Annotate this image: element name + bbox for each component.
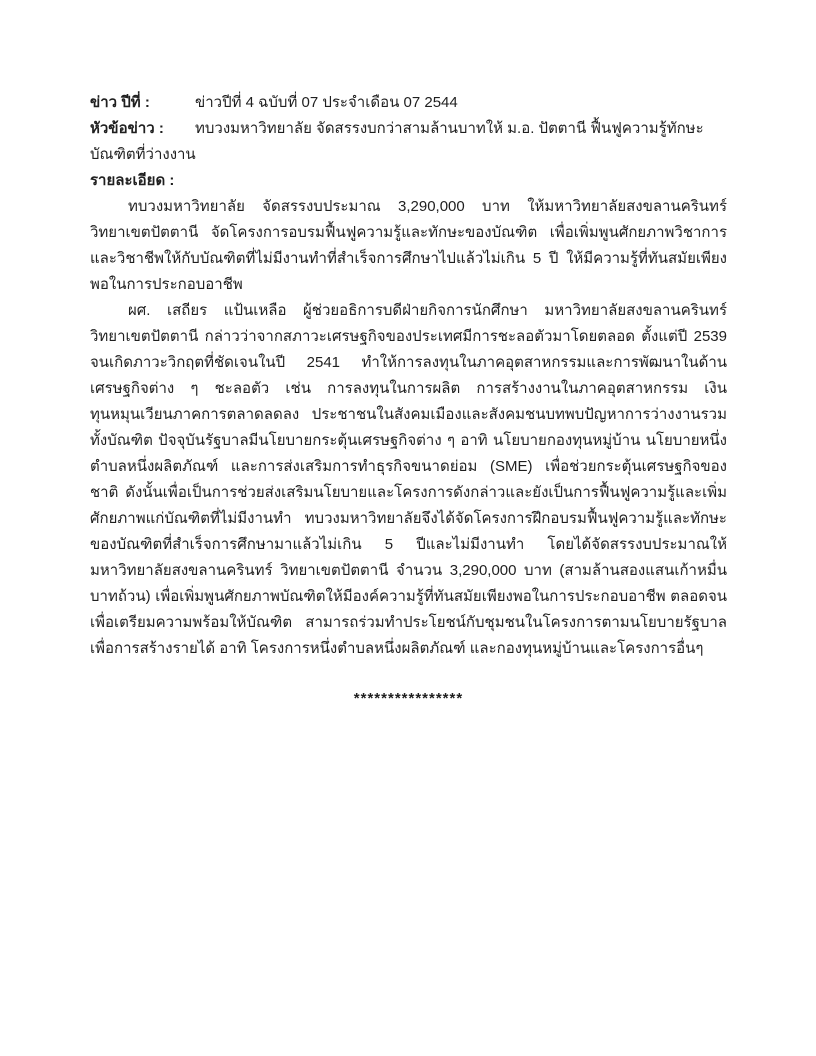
news-issue-label: ข่าว ปีที่ : bbox=[90, 94, 150, 111]
footer-asterisk-separator: **************** bbox=[353, 690, 464, 707]
news-issue-value: ข่าวปีที่ 4 ฉบับที่ 07 ประจำเดือน 07 2544 bbox=[195, 94, 458, 111]
news-headline-row bbox=[90, 116, 727, 168]
news-detail-label: รายละเอียด : bbox=[90, 172, 175, 189]
news-headline-label: หัวข้อข่าว : bbox=[90, 120, 164, 137]
news-detail-row bbox=[90, 168, 727, 194]
body-paragraph-1: ทบวงมหาวิทยาลัย จัดสรรงบประมาณ 3,290,000 บาท ให้มหาวิทยาลัยสงขลานครินทร์ วิทยาเขตปัตตานี จัดโครงการอบรมฟื้นฟูความรู้และทักษะของบัณฑิต เพื่อเพิ่มพูนศักยภาพวิชาการและวิชาชีพให้กับบัณฑิตที่ไม่มีงานทำที่สำเร็จการศึกษาไปแล้วไม่เกิน 5 ปี ให้มีความรู้ที่ทันสมัยเพียงพอในการประกอบอาชีพ bbox=[90, 198, 727, 293]
body-paragraph-2: ผศ. เสถียร แป้นเหลือ ผู้ช่วยอธิการบดีฝ่ายกิจการนักศึกษา มหาวิทยาลัยสงขลานครินทร์ วิทยาเขตปัตตานี กล่าวว่าจากสภาวะเศรษฐกิจของประเทศมีการชะลอตัวมาโดยตลอด ตั้งแต่ปี 2539 จนเกิดภาวะวิกฤตที่ชัดเจนในปี 2541 ทำให้การลงทุนในภาคอุตสาหกรรมและการพัฒนาในด้านเศรษฐกิจต่าง ๆ ชะลอตัว เช่น การลงทุนในการผลิต การสร้างงานในภาคอุตสาหกรรม เงินทุนหมุนเวียนภาคการตลาดลดลง ประชาชนในสังคมเมืองและสังคมชนบทพบปัญหาการว่างงานรวมทั้งบัณฑิต ปัจจุบันรัฐบาลมีนโยบายกระตุ้นเศรษฐกิจต่าง ๆ อาทิ นโยบายกองทุนหมู่บ้าน นโยบายหนึ่งตำบลหนึ่งผลิตภัณฑ์ และการส่งเสริมการทำธุรกิจขนาดย่อม (SME) เพื่อช่วยกระตุ้นเศรษฐกิจของชาติ ดังนั้นเพื่อเป็นการช่วยส่งเสริมนโยบายและโครงการดังกล่าวและยังเป็นการฟื้นฟูความรู้และเพิ่มศักยภาพแก่บัณฑิตที่ไม่มีงานทำ ทบวงมหาวิทยาลัยจึงได้จัดโครงการฝึกอบรมฟื้นฟูความรู้และทักษะของบัณฑิตที่สำเร็จการศึกษามาแล้วไม่เกิน 5 ปีและไม่มีงานทำ โดยได้จัดสรรงบประมาณให้มหาวิทยาลัยสงขลานครินทร์ วิทยาเขตปัตตานี จำนวน 3,290,000 บาท (สามล้านสองแสนเก้าหมื่นบาทถ้วน) เพื่อเพิ่มพูนศักยภาพบัณฑิตให้มีองค์ความรู้ที่ทันสมัยเพียงพอในการประกอบอาชีพ ตลอดจนเพื่อเตรียมความพร้อมให้บัณฑิต สามารถร่วมทำประโยชน์กับชุมชนในโครงการตามนโยบายรัฐบาลเพื่อการสร้างรายได้ อาทิ โครงการหนึ่งตำบลหนึ่งผลิตภัณฑ์ และกองทุนหมู่บ้านและโครงการอื่นๆ bbox=[90, 302, 727, 657]
news-headline-value: ทบวงมหาวิทยาลัย จัดสรรงบกว่าสามล้านบาทให้ ม.อ. ปัตตานี ฟื้นฟูความรู้ทักษะบัณฑิตที่ว่างงาน bbox=[90, 120, 704, 163]
news-issue-row bbox=[90, 90, 727, 116]
